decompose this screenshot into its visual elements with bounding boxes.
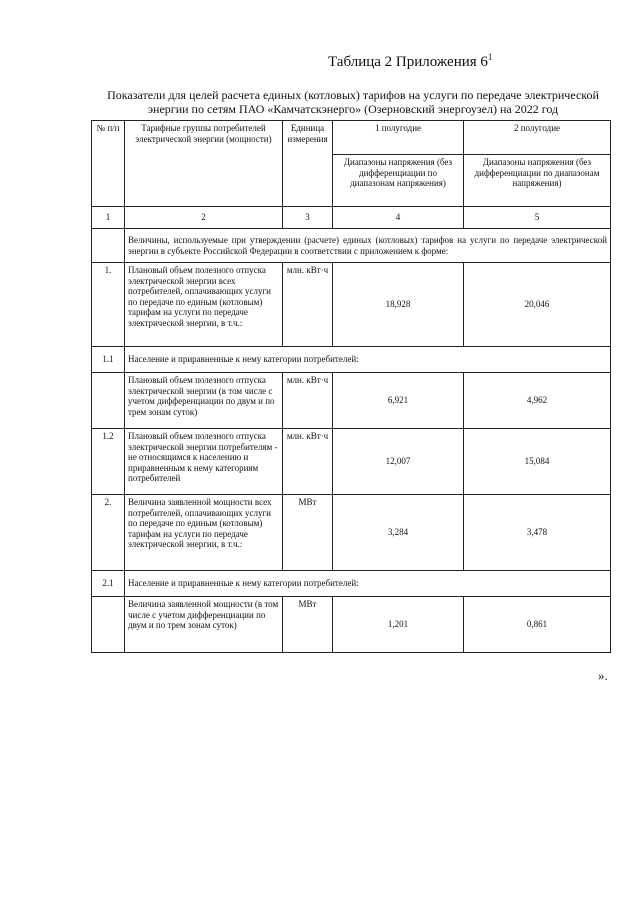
table-row: [92, 495, 611, 571]
subheader-half2: Диапазоны напряжения (без дифференциации по диапазонам напряжения): [464, 155, 611, 207]
row-unit: млн. кВт·ч: [283, 263, 333, 347]
header-group: Тарифные группы потребителей электрической энергии (мощности): [125, 121, 283, 207]
closing-quote: ».: [598, 668, 608, 683]
header-half1: 1 полугодие: [333, 121, 464, 155]
row-value-h2: 0,861: [464, 597, 611, 653]
row-value-h1: 6,921: [333, 373, 464, 429]
table-row: [92, 597, 611, 653]
row-value-h1: 12,007: [333, 429, 464, 495]
table-row: [92, 263, 611, 347]
row-text: Плановый объем полезного отпуска электрической энергии (в том числе с учетом дифференциации по двум и по трем зонам суток): [125, 373, 283, 429]
row-value-h1: 1,201: [333, 597, 464, 653]
row-unit: млн. кВт·ч: [283, 373, 333, 429]
subheader-half1: Диапазоны напряжения (без дифференциации по диапазонам напряжения): [333, 155, 464, 207]
intro-row: Величины, используемые при утверждении (расчете) единых (котловых) тарифов на услуги по передаче электрической энергии в субъекте Российской Федерации в соответствии с приложением к форме:: [125, 229, 611, 263]
row-section-text: Население и приравненные к нему категории потребителей:: [125, 347, 611, 373]
table-row: [92, 429, 611, 495]
col-number-1: 1: [92, 207, 125, 229]
row-num: 1.2: [92, 429, 125, 495]
header-num: № п/п: [92, 121, 125, 207]
document-heading: Показатели для целей расчета единых (котловых) тарифов на услуги по передаче электрической энергии по сетям ПАО «Камчатскэнерго» (Озерновский энергоузел) на 2022 год: [107, 88, 599, 116]
row-value-h1: 3,284: [333, 495, 464, 571]
row-value-h2: 3,478: [464, 495, 611, 571]
col-number-2: 2: [125, 207, 283, 229]
row-section-text: Население и приравненные к нему категории потребителей:: [125, 571, 611, 597]
table-title: Таблица 2 Приложения $6^1$: [328, 52, 493, 70]
header-half2: 2 полугодие: [464, 121, 611, 155]
table-row: [92, 373, 611, 429]
row-text: Величина заявленной мощности (в том числе с учетом дифференциации по двум и по трем зонам суток): [125, 597, 283, 653]
row-num: [92, 597, 125, 653]
row-value-h1: 18,928: [333, 263, 464, 347]
row-value-h2: 4,962: [464, 373, 611, 429]
row-unit: млн. кВт·ч: [283, 429, 333, 495]
row-text: Плановый объем полезного отпуска электрической энергии потребителям - не относящимся к населению и приравненным к нему категориям потребителей: [125, 429, 283, 495]
header-unit: Единица измерения: [283, 121, 333, 207]
row-num: 2.1: [92, 571, 125, 597]
col-number-4: 4: [333, 207, 464, 229]
col-number-5: 5: [464, 207, 611, 229]
col-number-3: 3: [283, 207, 333, 229]
row-value-h2: 20,046: [464, 263, 611, 347]
row-num: 1.: [92, 263, 125, 347]
row-num: [92, 373, 125, 429]
row-value-h2: 15,084: [464, 429, 611, 495]
title-superscript: 1: [487, 52, 493, 62]
row-unit: МВт: [283, 495, 333, 571]
row-text: Величина заявленной мощности всех потребителей, оплачивающих услуги по передаче по единым (котловым) тарифам на услуги по передаче электрической энергии, в т.ч.:: [125, 495, 283, 571]
table-row: [92, 347, 611, 373]
tariff-table: [91, 120, 611, 653]
table-row: [92, 571, 611, 597]
row-unit: МВт: [283, 597, 333, 653]
row-num: 1.1: [92, 347, 125, 373]
row-num: 2.: [92, 495, 125, 571]
row-text: Плановый объем полезного отпуска электрической энергии всех потребителей, оплачивающих услуги по передаче по единым (котловым) тарифам на услуги по передаче электрической энергии, в т.ч.:: [125, 263, 283, 347]
